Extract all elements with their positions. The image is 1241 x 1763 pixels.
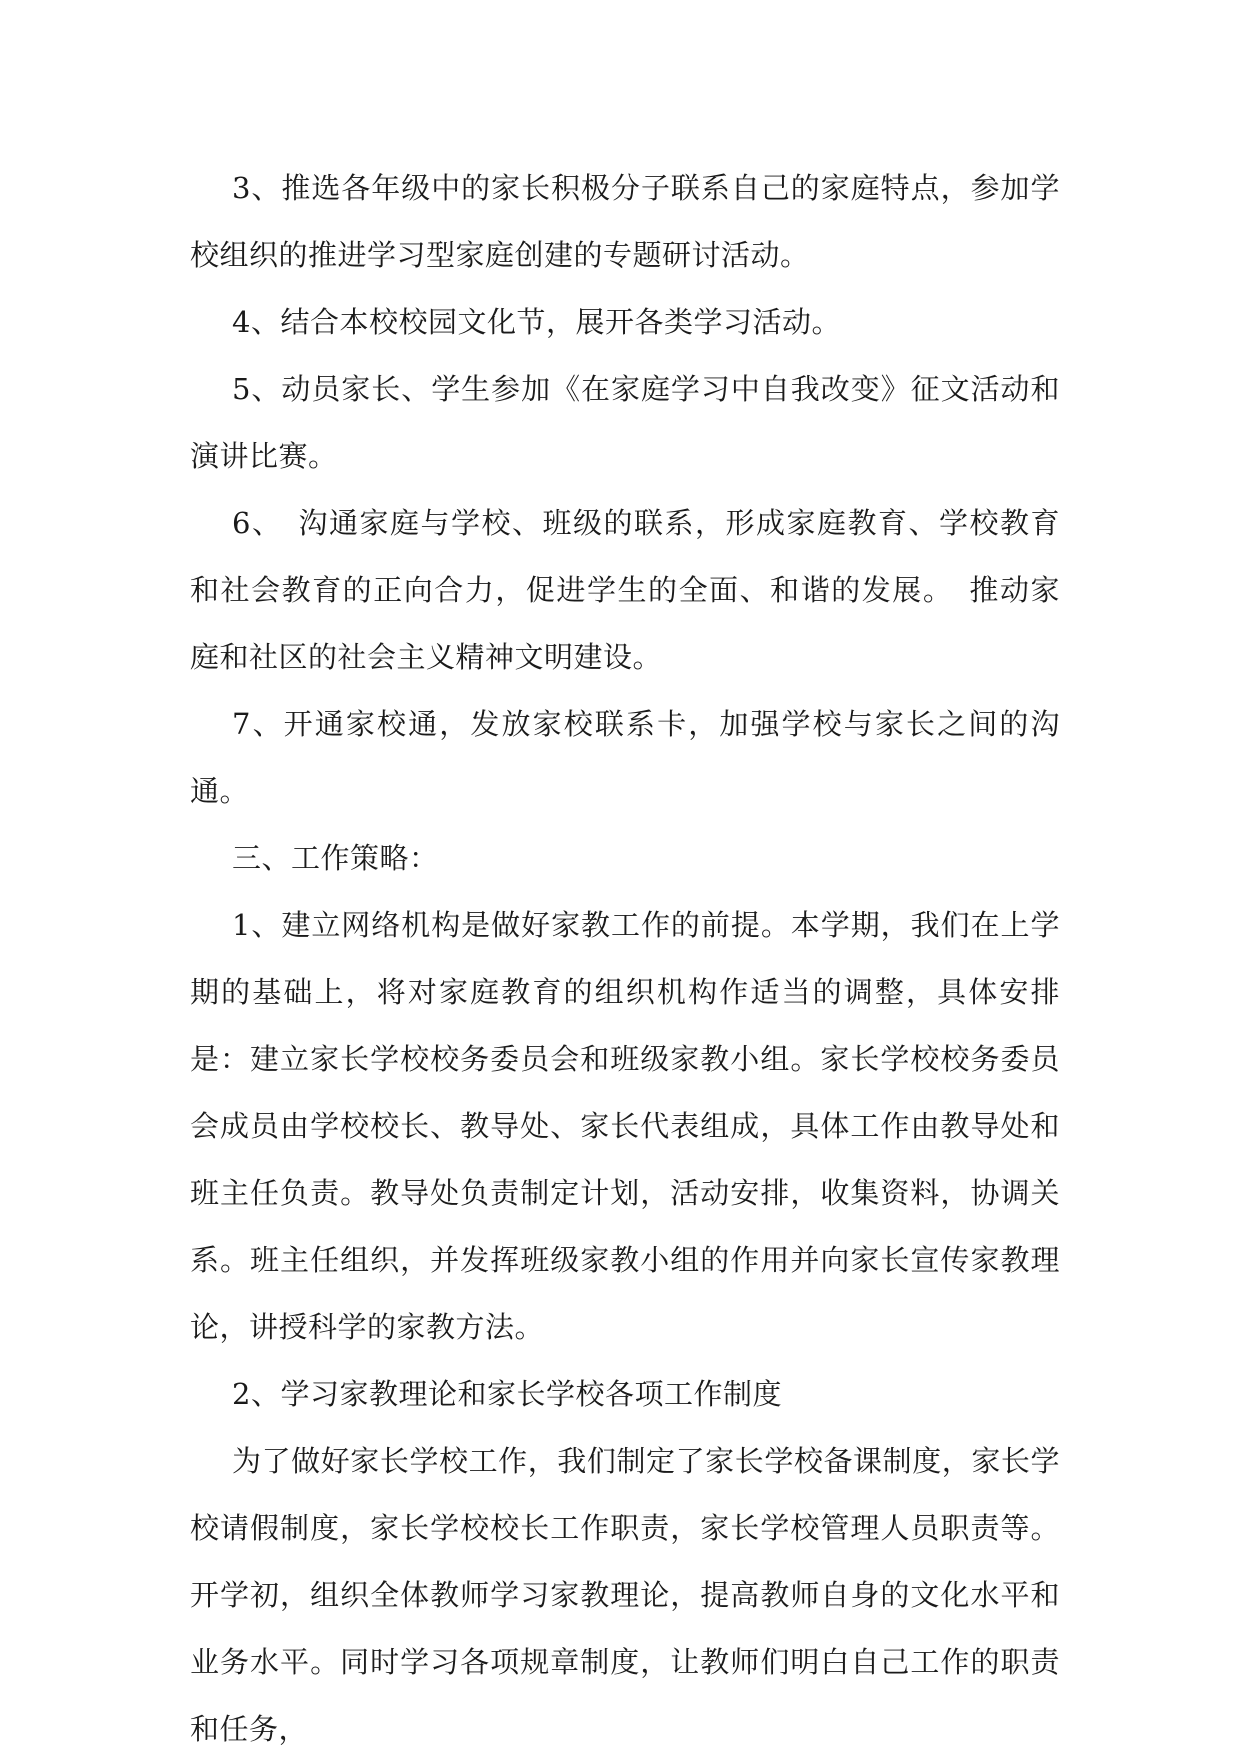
strategy-item-2-body: 为了做好家长学校工作，我们制定了家长学校备课制度，家长学校请假制度，家长学校校长工作职责，家长学校管理人员职责等。开学初，组织全体教师学习家教理论，提高教师自身的文化水平和业务水平。同时学习各项规章制度，让教师们明白自己工作的职责和任务，: [190, 1444, 1060, 1746]
document-body: [190, 155, 1060, 1763]
paragraph-item-7: 7、开通家校通，发放家校联系卡，加强学校与家长之间的沟通。: [190, 707, 1060, 808]
paragraph-item-5: 5、动员家长、学生参加《在家庭学习中自我改变》征文活动和演讲比赛。: [190, 372, 1060, 473]
paragraph-item-4: 4、结合本校校园文化节，展开各类学习活动。: [232, 305, 841, 339]
strategy-item-2-heading: 2、学习家教理论和家长学校各项工作制度: [232, 1377, 782, 1411]
strategy-item-1: 1、建立网络机构是做好家教工作的前提。本学期，我们在上学期的基础上，将对家庭教育的组织机构作适当的调整，具体安排是：建立家长学校校务委员会和班级家教小组。家长学校校务委员会成员由学校校长、教导处、家长代表组成，具体工作由教导处和班主任负责。教导处负责制定计划，活动安排，收集资料，协调关系。班主任组织，并发挥班级家教小组的作用并向家长宣传家教理论，讲授科学的家教方法。: [190, 908, 1060, 1344]
section-heading-strategy: 三、工作策略：: [232, 841, 439, 875]
paragraph-item-6: 6、 沟通家庭与学校、班级的联系，形成家庭教育、学校教育和社会教育的正向合力，促进学生的全面、和谐的发展。 推动家庭和社区的社会主义精神文明建设。: [190, 506, 1060, 674]
paragraph-item-3: 3、推选各年级中的家长积极分子联系自己的家庭特点，参加学校组织的推进学习型家庭创建的专题研讨活动。: [190, 171, 1060, 272]
